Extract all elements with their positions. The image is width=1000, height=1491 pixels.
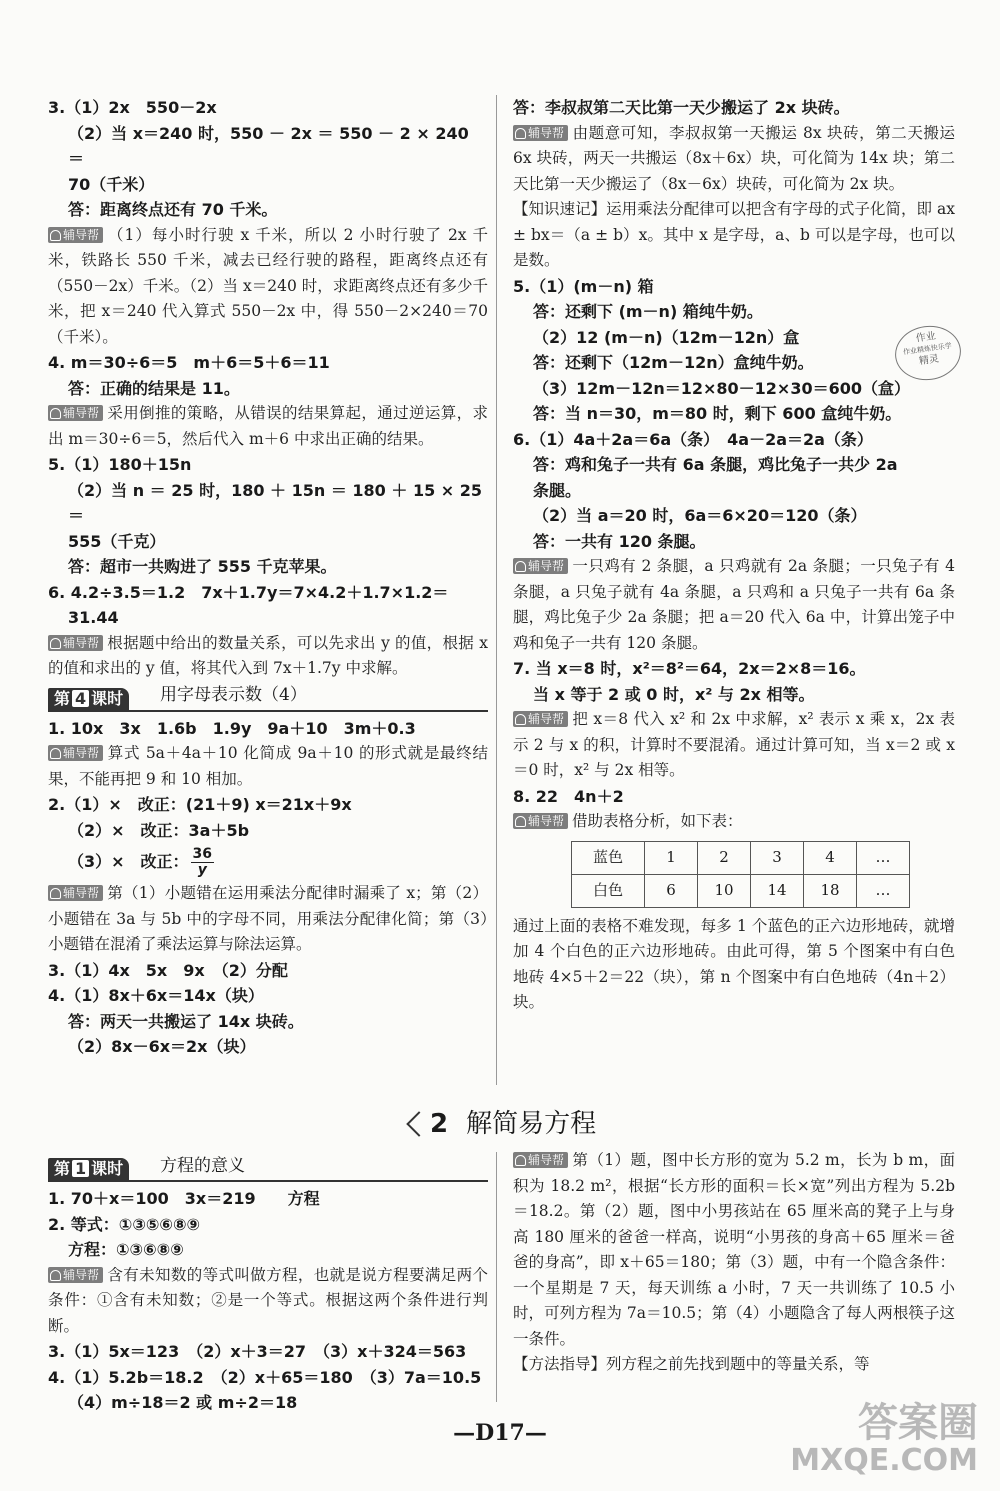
table-cell: 2	[698, 841, 751, 874]
q7-hint: 辅导帮 把 x＝8 代入 x² 和 2x 中求解，x² 表示 x 乘 x，2x 表示 2 与 x 的积，计算时不要混淆。通过计算可知，当 x＝2 或 x＝0 时，x² 与 2x 相等。	[513, 710, 955, 779]
tutor-icon	[515, 1155, 526, 1166]
l1-q2-line: 方程：①③⑥⑧⑨	[68, 1240, 184, 1259]
table-row	[572, 841, 910, 874]
column-divider	[496, 1152, 497, 1402]
q6-line: 6.（1）4a＋2a＝6a（条） 4a－2a＝2a（条）	[513, 429, 873, 449]
q5-answer: 答：还剩下（12m－12n）盒纯牛奶。	[533, 353, 814, 372]
tutor-tag: 辅导帮	[513, 813, 568, 829]
section-title: 解简易方程	[466, 1109, 597, 1139]
table-cell: 4	[804, 841, 857, 874]
q3-line: （2）当 x＝240 时，550 － 2x ＝ 550 － 2 × 240 ＝	[68, 123, 475, 168]
table-cell: 蓝色	[572, 841, 645, 874]
tutor-icon	[515, 816, 526, 827]
lesson-1-header	[48, 1156, 488, 1182]
q3-answer: 答：距离终点还有 70 千米。	[68, 200, 278, 219]
table-cell: …	[857, 874, 910, 907]
table-cell: 3	[751, 841, 804, 874]
right-column-lower	[513, 1148, 955, 1378]
q4-answer: 答：正确的结果是 11。	[68, 378, 240, 398]
l4-q4-line: （2）8x－6x＝2x（块）	[68, 1037, 256, 1056]
watermark: 答案圈 MXQE.COM	[790, 1400, 978, 1478]
right-column-upper	[513, 95, 955, 1016]
table-cell: 白色	[572, 874, 645, 907]
tutor-tag: 辅导帮	[48, 1267, 103, 1283]
q5-line: 5.（1）(m－n) 箱	[513, 276, 654, 296]
lesson-title: 方程的意义	[160, 1155, 245, 1176]
left-column-upper	[48, 95, 488, 1060]
q8-line: 8. 22 4n＋2	[513, 786, 624, 806]
page-number: —D17—	[453, 1420, 547, 1446]
q6-line: 31.44	[68, 608, 119, 627]
l4-q1-hint: 辅导帮 算式 5a＋4a＋10 化简成 9a＋10 的形式就是最终结果，不能再把 9 和 10 相加。	[48, 744, 488, 788]
q6-line: 6. 4.2÷3.5＝1.2 7x＋1.7y＝7×4.2＋1.7×1.2＝	[48, 582, 449, 602]
tutor-tag: 辅导帮	[513, 711, 568, 727]
q6-hint: 辅导帮 根据题中给出的数量关系，可以先求出 y 的值，根据 x 的值和求出的 y 值，将其代入到 7x＋1.7y 中求解。	[48, 633, 488, 677]
tutor-icon	[50, 638, 61, 649]
q8-hint: 辅导帮 借助表格分析，如下表：	[513, 809, 955, 835]
l4-q4-line: 4.（1）8x＋6x＝14x（块）	[48, 986, 264, 1005]
tutor-tag: 辅导帮	[48, 227, 103, 243]
table-cell: 18	[804, 874, 857, 907]
tutor-icon	[50, 408, 61, 419]
section-number: 2	[410, 1109, 448, 1139]
table-row	[572, 874, 910, 907]
q6-line: （2）当 a＝20 时，6a＝6×20＝120（条）	[533, 506, 867, 525]
l1-q2-hint: 辅导帮 含有未知数的等式叫做方程，也就是说方程要满足两个条件：①含有未知数；②是一个等式。根据这两个条件进行判断。	[48, 1265, 488, 1335]
l4-q2-hint: 辅导帮 第（1）小题错在运用乘法分配律时漏乘了 x；第（2）小题错在 3a 与 5b 中的字母不同，用乘法分配律化简；第（3）小题错在混淆了乘法运算与除法运算。	[48, 884, 488, 953]
l4-q3: 3.（1）4x 5x 9x （2）分配	[48, 960, 288, 980]
q5-line: （2）当 n ＝ 25 时，180 ＋ 15n ＝ 180 ＋ 15 × 25 ＝	[68, 480, 488, 525]
tutor-tag: 辅导帮	[513, 558, 568, 574]
tile-table	[571, 841, 910, 908]
q3-line: 3.（1）2x 550－2x	[48, 98, 217, 117]
table-cell: 6	[645, 874, 698, 907]
l4-q2-line: （3）× 改正： $\frac{36}{y}$	[68, 846, 213, 878]
lesson-4-header	[48, 686, 488, 712]
table-cell: …	[857, 841, 910, 874]
knowledge-note: 【知识速记】运用乘法分配律可以把含有字母的式子化简，即 ax ± bx＝（a ± b）x。其中 x 是字母，a、b 可以是字母，也可以是数。	[513, 200, 955, 269]
lesson-title: 用字母表示数（4）	[160, 685, 307, 705]
top-hint: 辅导帮 由题意可知，李叔叔第一天搬运 8x 块砖，第二天搬运 6x 块砖，两天一共搬运（8x＋6x）块，可化简为 14x 块；第二天比第一天少搬运了（8x－6x）块砖，可化简为 2x 块。	[513, 123, 955, 193]
tutor-tag: 辅导帮	[48, 745, 103, 761]
l1-q1: 1. 70＋x＝100 3x＝219 方程	[48, 1189, 320, 1208]
q5-line: 5.（1）180＋15n	[48, 455, 192, 474]
q5-answer: 答：超市一共购进了 555 千克苹果。	[68, 557, 337, 576]
tutor-tag: 辅导帮	[513, 1152, 568, 1168]
equation-hint: 辅导帮 第（1）题，图中长方形的宽为 5.2 m，长为 b m，面积为 18.2 m²，根据“长方形的面积＝长×宽”列出方程为 5.2b＝18.2。第（2）题，图中小男孩站在 65 厘米高的凳子上与身高 180 厘米的爸爸一样高，说明“小男孩的身高＋65 厘米＝爸爸的身高”，即 x＋65＝180；第（3）题，中有一个隐含条件：一个星期是 7 天，每天训练 a 小时，7 天一共训练了 10.5 小时，可列方程为 7a＝10.5；第（4）小题隐含了每人两根筷子这一条件。	[513, 1151, 955, 1348]
tutor-tag: 辅导帮	[48, 405, 103, 421]
tutor-icon	[515, 128, 526, 139]
tutor-icon	[515, 561, 526, 572]
table-cell: 10	[698, 874, 751, 907]
tutor-icon	[50, 230, 61, 241]
q3-hint: 辅导帮 （1）每小时行驶 x 千米，所以 2 小时行驶了 2x 千米，铁路长 550 千米，减去已经行驶的路程，距离终点还有（550－2x）千米。（2）当 x＝240 时，求距离终点还有多少千米，把 x＝240 代入算式 550－2x 中，得 550－2×240＝70（千米）。	[48, 225, 488, 346]
table-cell: 14	[751, 874, 804, 907]
tutor-icon	[50, 1270, 61, 1281]
method-note: 【方法指导】列方程之前先找到题中的等量关系，等	[513, 1355, 870, 1373]
l1-q3: 3.（1）5x＝123 （2）x＋3＝27 （3）x＋324＝563	[48, 1342, 467, 1361]
table-cell: 1	[645, 841, 698, 874]
tutor-tag: 辅导帮	[48, 635, 103, 651]
q6-hint: 辅导帮 一只鸡有 2 条腿，a 只鸡就有 2a 条腿；一只兔子有 4 条腿，a 只兔子就有 4a 条腿，a 只鸡和 a 只兔子一共有 6a 条腿，鸡比兔子少 2a 条腿；把 a＝20 代入 6a 中，计算出笼子中鸡和兔子一共有 120 条腿。	[513, 557, 955, 652]
l1-q4-line: （4）m÷18＝2 或 m÷2＝18	[68, 1393, 298, 1412]
q5-line: （2）12 (m－n)（12m－12n）盒	[533, 327, 800, 347]
q6-answer: 条腿。	[533, 480, 582, 500]
l4-q2-line: 2.（1）× 改正：(21＋9) x＝21x＋9x	[48, 795, 352, 814]
q5-answer: 答：还剩下 (m－n) 箱纯牛奶。	[533, 302, 763, 321]
q4-hint: 辅导帮 采用倒推的策略，从错误的结果算起，通过逆运算，求出 m＝30÷6＝5，然后代入 m＋6 中求出正确的结果。	[48, 404, 488, 448]
tutor-tag: 辅导帮	[513, 125, 568, 141]
homework-stamp: 作业 作业精炼快乐学 精灵	[892, 322, 965, 385]
q7-line: 当 x 等于 2 或 0 时，x² 与 2x 相等。	[533, 684, 815, 704]
lesson-badge: 第 4 课时	[48, 688, 129, 710]
tutor-tag: 辅导帮	[48, 885, 103, 901]
section-heading	[410, 1103, 596, 1140]
l4-q2-line: （2）× 改正：3a＋5b	[68, 820, 250, 840]
q5-line: 555（千克）	[68, 531, 166, 551]
l1-q4-line: 4.（1）5.2b＝18.2 （2）x＋65＝180 （3）7a＝10.5	[48, 1367, 482, 1387]
top-answer: 答：李叔叔第二天比第一天少搬运了 2x 块砖。	[513, 98, 850, 117]
q8-explanation: 通过上面的表格不难发现，每多 1 个蓝色的正六边形地砖，就增加 4 个白色的正六边形地砖。由此可得，第 5 个图案中有白色地砖 4×5＋2＝22（块），第 n 个图案中有白色地砖（4n＋2）块。	[513, 916, 955, 1011]
left-column-lower	[48, 1152, 488, 1416]
l4-q1: 1. 10x 3x 1.6b 1.9y 9a＋10 3m＋0.3	[48, 718, 416, 738]
q7-line: 7. 当 x＝8 时，x²＝8²＝64，2x＝2×8＝16。	[513, 659, 866, 678]
tutor-icon	[515, 714, 526, 725]
q6-answer: 答：鸡和兔子一共有 6a 条腿，鸡比兔子一共少 2a	[533, 455, 898, 474]
l1-q2-line: 2. 等式：①③⑤⑥⑧⑨	[48, 1214, 201, 1234]
column-divider	[496, 95, 497, 1085]
q3-line: 70（千米）	[68, 174, 155, 194]
l4-q4-answer: 答：两天一共搬运了 14x 块砖。	[68, 1011, 304, 1031]
lesson-badge: 第 1 课时	[48, 1158, 129, 1180]
q5-answer: 答：当 n＝30，m＝80 时，剩下 600 盒纯牛奶。	[533, 404, 902, 423]
fraction: $\frac{36}{y}$	[192, 846, 213, 878]
q5-line: （3）12m－12n＝12×80－12×30＝600（盒）	[533, 378, 911, 398]
tutor-icon	[50, 888, 61, 899]
q4-line: 4. m＝30÷6＝5 m＋6＝5＋6＝11	[48, 353, 330, 372]
tutor-icon	[50, 748, 61, 759]
q6-answer: 答：一共有 120 条腿。	[533, 531, 706, 551]
